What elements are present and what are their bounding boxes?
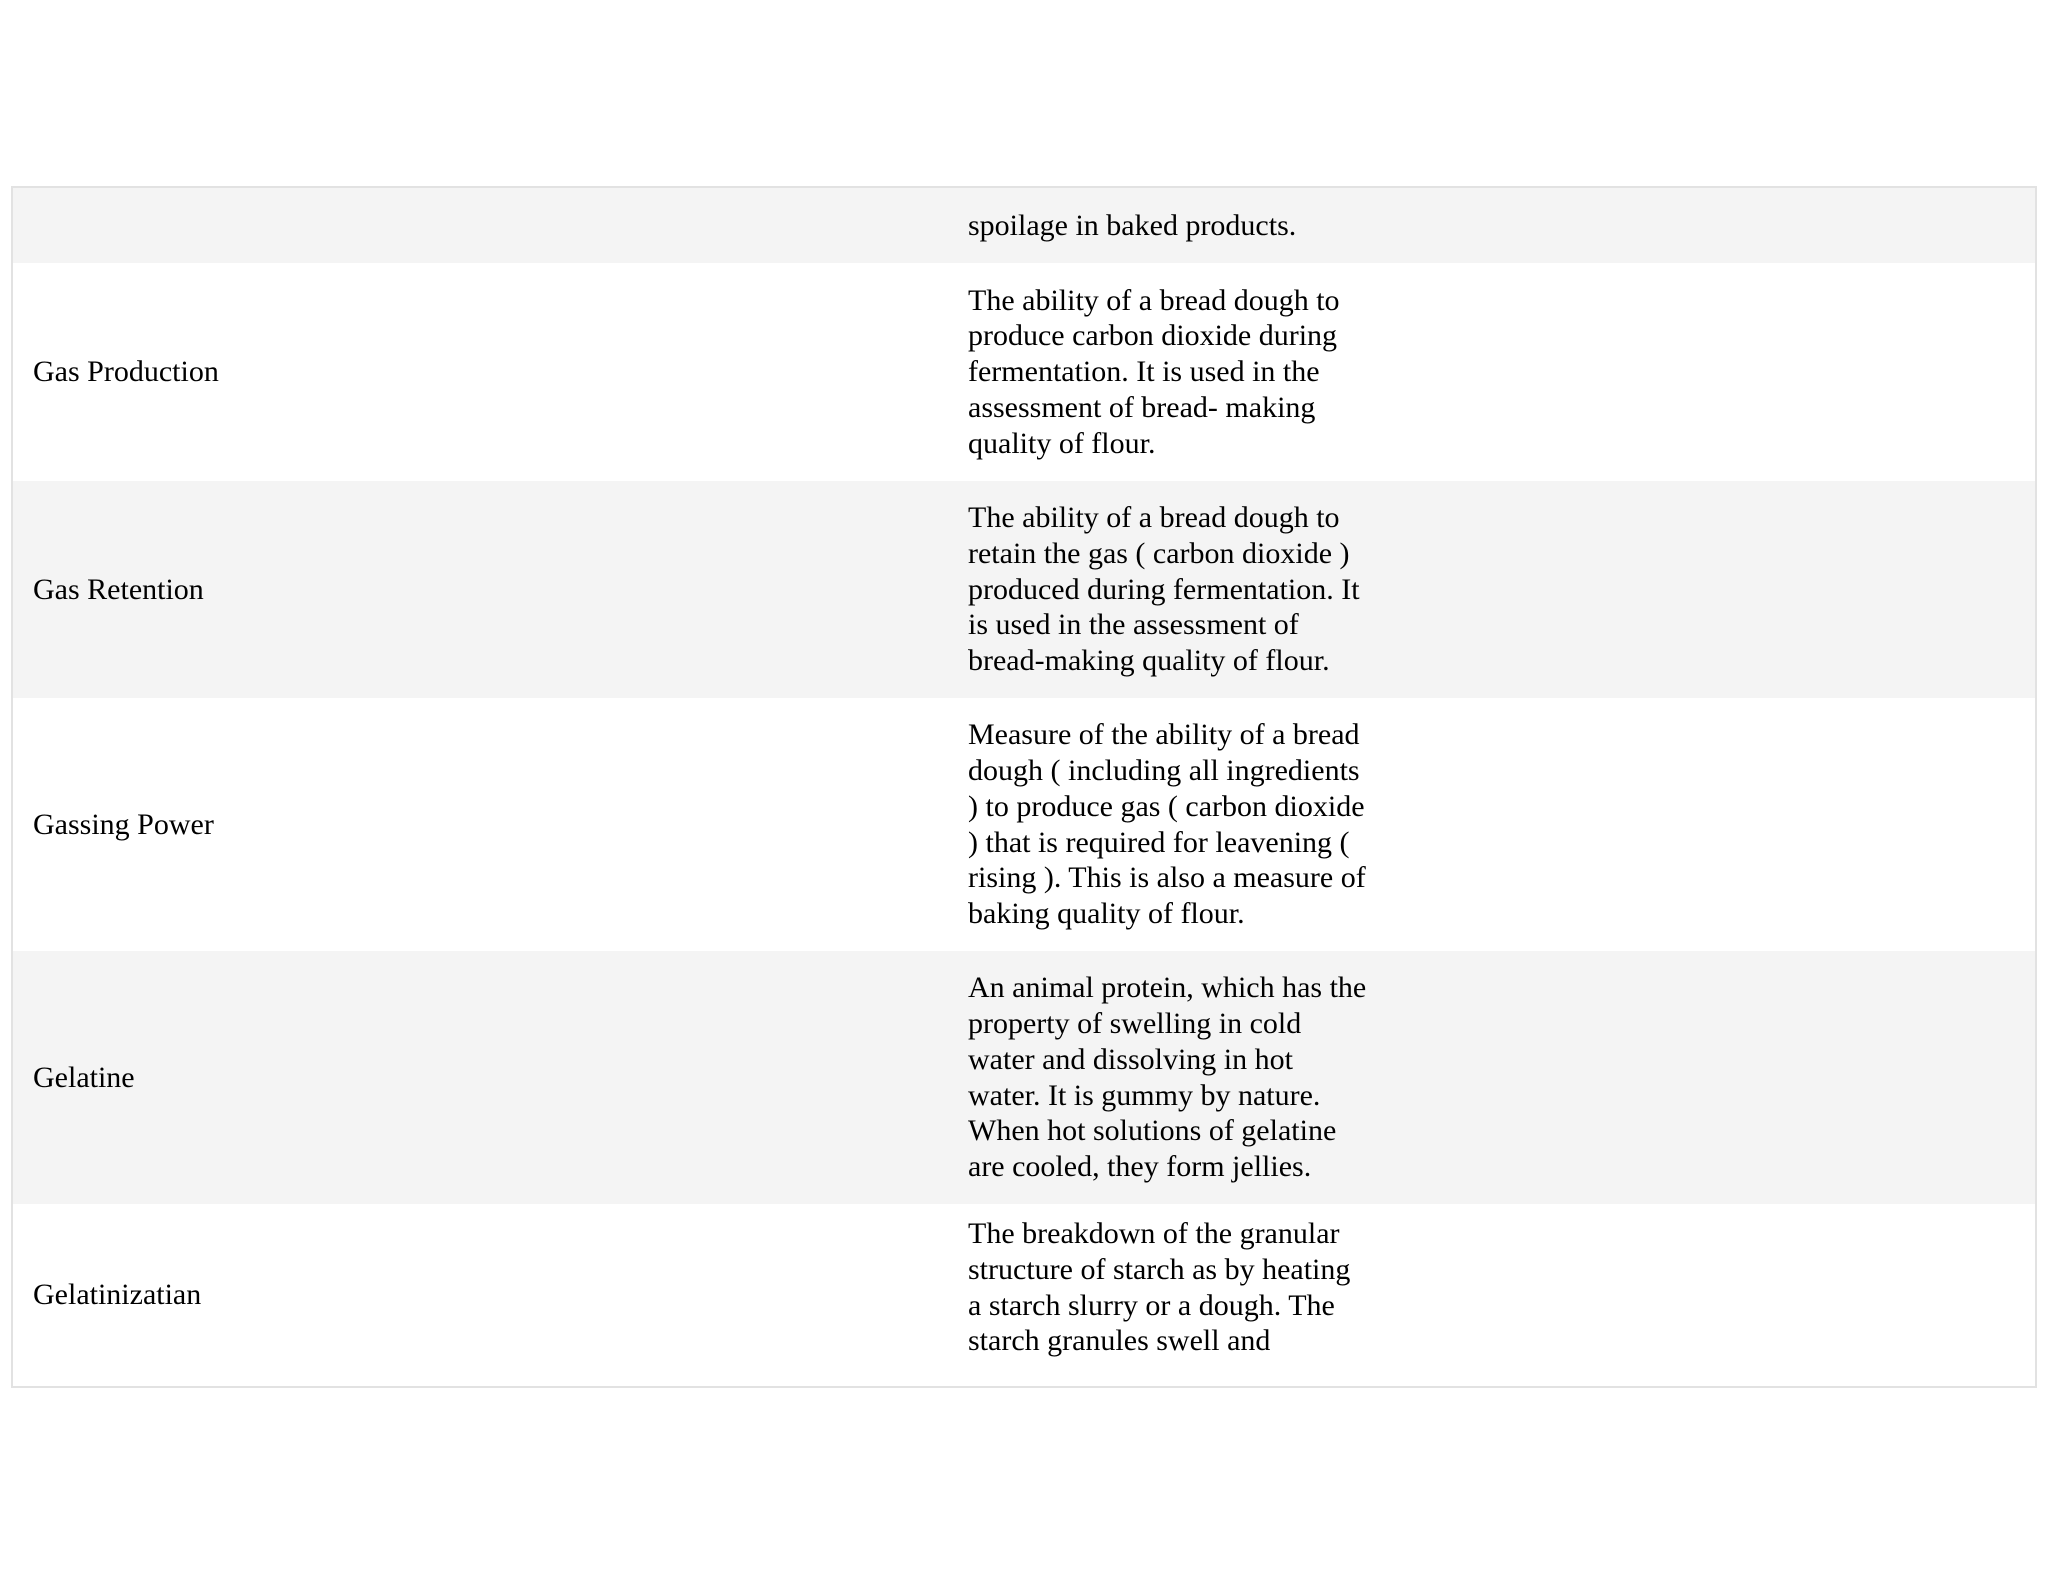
term-cell: Gas Production <box>33 355 219 388</box>
definition-cell: An animal protein, which has the property of swelling in cold water and dissolving in hot water. It is gummy by nature. When hot solutions of gelatine are cooled, they form jellies. <box>968 971 1367 1184</box>
definition-cell: spoilage in baked products. <box>968 208 1297 242</box>
table-row <box>13 263 2035 481</box>
table-row <box>13 951 2035 1204</box>
glossary-table <box>11 186 2037 1388</box>
table-row <box>13 1204 2035 1386</box>
definition-cell: The ability of a bread dough to retain the gas ( carbon dioxide ) produced during fermentation. It is used in the assessment of bread-making quality of flour. <box>968 501 1360 678</box>
term-cell: Gelatine <box>33 1060 135 1094</box>
definition-cell: The ability of a bread dough to produce carbon dioxide during fermentation. It is used in the assessment of bread- making quality of flour. <box>968 283 1340 460</box>
term-cell: Gassing Power <box>33 807 214 841</box>
term-cell: Gas Retention <box>33 572 204 606</box>
term-cell: Gelatinizatian <box>33 1278 202 1311</box>
definition-cell: Measure of the ability of a bread dough ( including all ingredients ) to produce gas ( carbon dioxide ) that is required for leavening ( rising ). This is also a measure of baking quality of flour. <box>968 718 1366 931</box>
definition-cell: The breakdown of the granular structure of starch as by heating a starch slurry or a dough. The starch granules swell and <box>968 1217 1351 1358</box>
table-row <box>13 698 2035 951</box>
table-row <box>13 481 2035 698</box>
table-row <box>13 188 2035 263</box>
